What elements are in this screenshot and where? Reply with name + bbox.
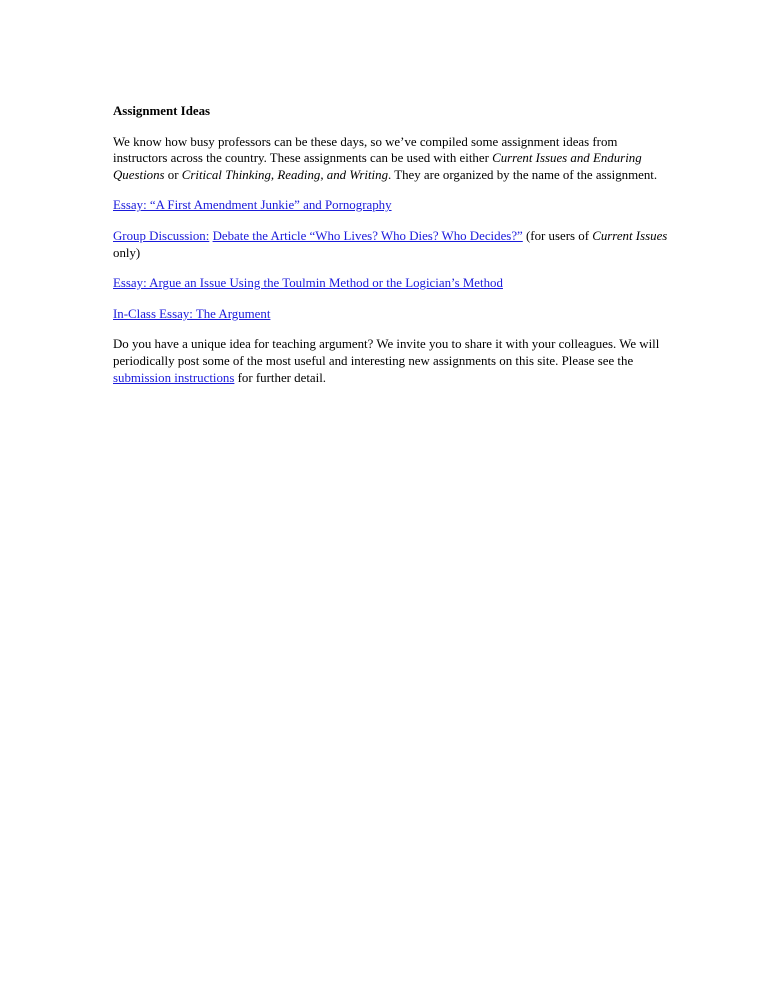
essay-first-amendment-link[interactable]: Essay: “A First Amendment Junkie” and Pornography xyxy=(113,198,392,213)
assignment-item xyxy=(113,197,673,214)
group-note-suffix: only) xyxy=(113,245,141,260)
closing-text-1: Do you have a unique idea for teaching argument? We invite you to share it with your colleagues. We will periodically post some of the most useful and interesting new assignments on this site. Please see the xyxy=(113,337,660,368)
book-title-critical-thinking: Critical Thinking, Reading, and Writing xyxy=(181,167,389,182)
intro-text-2: or xyxy=(164,167,182,182)
group-discussion-link[interactable]: Group Discussion: xyxy=(113,228,210,243)
page-title: Assignment Ideas xyxy=(113,104,211,118)
intro-text-3: . They are organized by the name of the assignment. xyxy=(388,167,658,182)
document-page xyxy=(113,103,673,400)
debate-article-link[interactable]: Debate the Article “Who Lives? Who Dies? Who Decides?” xyxy=(212,228,523,243)
inclass-essay-link[interactable]: In-Class Essay: The Argument xyxy=(113,306,271,321)
assignment-item xyxy=(113,228,673,261)
essay-toulmin-link[interactable]: Essay: Argue an Issue Using the Toulmin Method or the Logician’s Method xyxy=(113,276,503,291)
book-title-current-issues: Current Issues and Enduring Questions xyxy=(113,151,642,182)
intro-paragraph xyxy=(113,134,673,184)
intro-text-1: We know how busy professors can be these days, so we’ve compiled some assignment ideas from instructors across the country. These assignments can be used with either xyxy=(113,134,618,166)
assignment-item xyxy=(113,306,673,323)
closing-text-2: for further detail. xyxy=(234,370,327,385)
group-note-prefix: (for users of xyxy=(522,228,593,243)
assignment-item xyxy=(113,275,673,292)
submission-instructions-link[interactable]: submission instructions xyxy=(113,370,235,385)
group-note-book: Current Issues xyxy=(592,228,668,243)
closing-paragraph xyxy=(113,336,673,386)
